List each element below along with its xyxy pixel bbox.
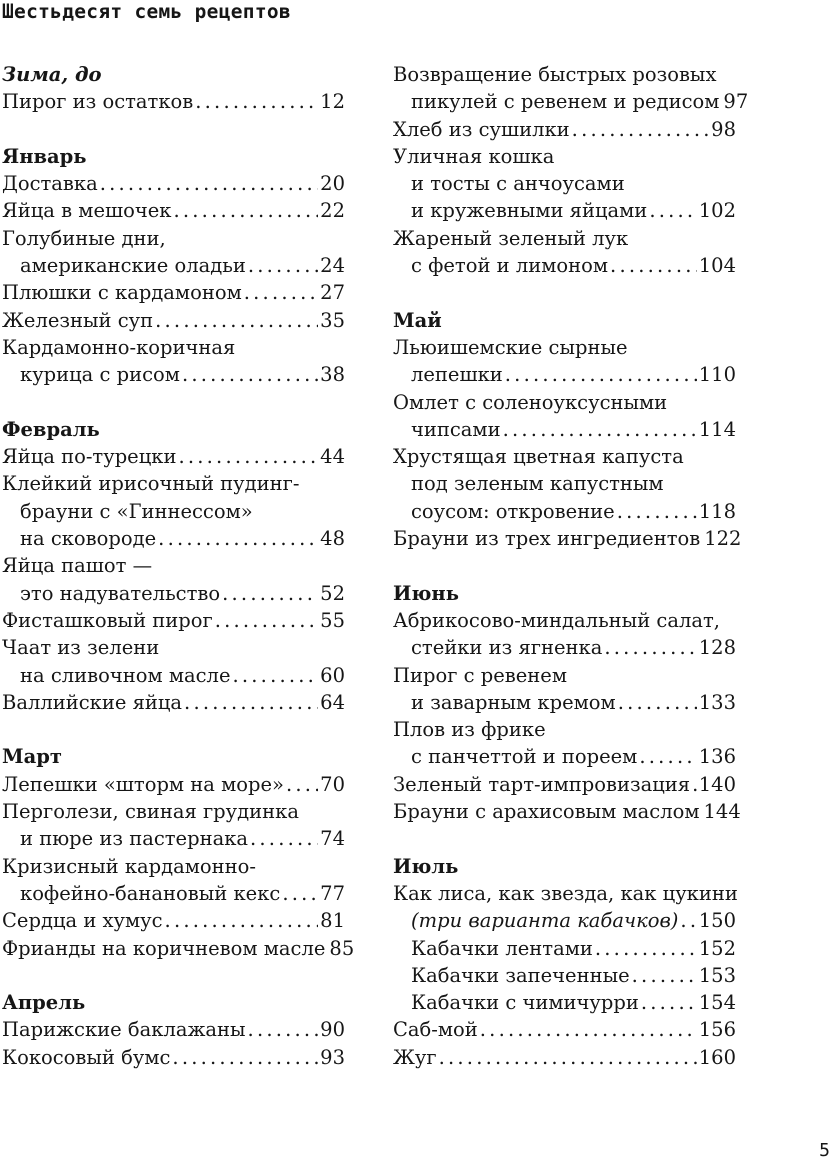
entry-last-line — [2, 443, 345, 470]
entry-page-number: 60 — [320, 663, 345, 687]
entry-title-line: Яйца по-турецки — [2, 445, 177, 469]
entry-last-line — [2, 907, 345, 934]
entry-title-line: и пюре из пастернака — [20, 827, 249, 851]
entry-title-line: соусом: откровение — [411, 499, 615, 523]
toc-entry — [393, 389, 736, 444]
toc-entry — [393, 443, 736, 525]
entry-title-line: Абрикосово-миндальный салат, — [393, 608, 720, 632]
entry-title-line: стейки из ягненка — [411, 636, 603, 660]
toc-entry — [393, 1044, 736, 1071]
entry-page-number: 152 — [698, 936, 736, 960]
section-heading: Январь — [2, 144, 87, 168]
entry-page-number: 93 — [320, 1045, 345, 1069]
toc-section — [2, 989, 345, 1071]
entry-title-line: Сердца и хумус — [2, 909, 163, 933]
entry-page-number: 27 — [320, 281, 345, 305]
dot-leader — [282, 880, 318, 907]
entry-title-line: Перголези, свиная грудинка — [2, 800, 299, 824]
entry-last-line — [393, 771, 736, 798]
entry-title-line: Чаат из зелени — [2, 636, 160, 660]
entry-last-line — [393, 197, 736, 224]
entry-title-line: на сливочном масле — [20, 663, 231, 687]
entry-last-line — [2, 197, 345, 224]
toc-entry — [2, 279, 345, 306]
entry-last-line — [2, 771, 345, 798]
entry-page-number: 156 — [698, 1018, 736, 1042]
dot-leader — [505, 361, 697, 388]
entry-title-line: Пирог из остатков — [2, 90, 194, 114]
entry-title-line: Плов из фрике — [393, 718, 546, 742]
entry-title-line: Кабачки с чимичурри — [411, 991, 639, 1015]
dot-leader — [178, 443, 318, 470]
entry-title-line: Льюишемские сырные — [393, 335, 628, 359]
toc-entry — [393, 143, 736, 225]
toc-entry — [2, 634, 345, 689]
entry-page-number: 118 — [698, 499, 736, 523]
toc-entry — [2, 1044, 345, 1071]
entry-title-line: лепешки — [411, 363, 503, 387]
dot-leader — [692, 771, 697, 798]
entry-title-line: Жареный зеленый лук — [393, 226, 629, 250]
dot-leader — [158, 525, 318, 552]
entry-last-line — [2, 935, 355, 962]
entry-page-number: 97 — [723, 90, 749, 114]
toc-entry — [393, 334, 736, 389]
toc-entry — [2, 334, 345, 389]
entry-page-number: 44 — [320, 445, 345, 469]
toc-section — [2, 143, 345, 389]
entry-page-number: 140 — [698, 772, 736, 796]
entry-title-line: Брауни с арахисовым маслом — [393, 800, 700, 824]
toc-entry — [2, 470, 345, 552]
entry-title-line: брауни с «Гиннессом» — [20, 499, 253, 523]
entry-title-line: Валлийские яйца — [2, 690, 183, 714]
entry-title-line: курица с рисом — [20, 363, 180, 387]
entry-title-line: Брауни из трех ингредиентов — [393, 527, 701, 551]
toc-section — [2, 61, 345, 116]
dot-leader — [250, 825, 318, 852]
toc-entry — [393, 880, 736, 935]
dot-leader — [617, 498, 697, 525]
entry-title-line: Кризисный кардамонно- — [2, 854, 256, 878]
entry-last-line — [2, 525, 345, 552]
toc-entry — [393, 1016, 736, 1043]
dot-leader — [244, 279, 318, 306]
toc-entry — [393, 116, 736, 143]
dot-leader — [604, 634, 696, 661]
toc-entry — [393, 962, 736, 989]
entry-title-line: с панчеттой и пореем — [411, 745, 638, 769]
entry-page-number: 144 — [703, 800, 741, 824]
toc-section — [2, 416, 345, 716]
entry-title-line: Железный суп — [2, 308, 154, 332]
entry-title-line: Клейкий ирисочный пудинг- — [2, 472, 300, 496]
toc-entry — [393, 935, 736, 962]
dot-leader — [215, 607, 318, 634]
section-heading: Май — [393, 308, 442, 332]
entry-last-line — [393, 634, 736, 661]
page-number: 5 — [819, 1140, 830, 1161]
entry-page-number: 48 — [320, 527, 345, 551]
entry-last-line — [393, 252, 736, 279]
toc-entry — [2, 771, 345, 798]
entry-page-number: 110 — [698, 363, 736, 387]
entry-last-line — [393, 88, 749, 115]
entry-last-line — [2, 607, 345, 634]
entry-title-line: Доставка — [2, 172, 98, 196]
dot-leader — [182, 361, 318, 388]
dot-leader — [618, 689, 697, 716]
page-title: Шестьдесят семь рецептов — [2, 0, 291, 23]
entry-title-line: Яйца в мешочек — [2, 199, 172, 223]
entry-title-line: и тосты с анчоусами — [411, 172, 625, 196]
entry-last-line — [393, 962, 736, 989]
dot-leader — [172, 1044, 318, 1071]
toc-entry — [393, 225, 736, 280]
entry-title-line: Фрианды на коричневом масле — [2, 936, 326, 960]
dot-leader — [610, 252, 697, 279]
entry-last-line — [2, 88, 345, 115]
entry-title-line: (три варианта кабачков) — [411, 909, 679, 933]
dot-leader — [173, 197, 318, 224]
entry-last-line — [2, 580, 345, 607]
entry-page-number: 122 — [704, 527, 742, 551]
toc-entry — [2, 88, 345, 115]
entry-page-number: 133 — [698, 690, 736, 714]
entry-last-line — [2, 825, 345, 852]
toc-entry — [2, 935, 355, 962]
entry-title-line: Кабачки лентами — [411, 936, 593, 960]
entry-last-line — [2, 1044, 345, 1071]
entry-title-line: Голубиные дни, — [2, 226, 166, 250]
dot-leader — [100, 170, 318, 197]
entry-page-number: 160 — [698, 1045, 736, 1069]
dot-leader — [286, 771, 318, 798]
toc-entry — [2, 907, 345, 934]
dot-leader — [680, 907, 696, 934]
toc-section — [393, 61, 749, 279]
toc-section — [393, 580, 741, 826]
entry-last-line — [2, 252, 345, 279]
toc-entry — [2, 552, 345, 607]
entry-title-line: под зеленым капустным — [411, 472, 664, 496]
entry-title-line: чипсами — [411, 417, 501, 441]
toc-entry — [2, 170, 345, 197]
toc-entry — [2, 1016, 345, 1043]
entry-page-number: 55 — [320, 608, 345, 632]
dot-leader — [503, 416, 697, 443]
section-heading: Март — [2, 745, 62, 769]
entry-last-line — [2, 1016, 345, 1043]
toc-column-right — [393, 61, 749, 1098]
entry-title-line: Омлет с соленоуксусными — [393, 390, 668, 414]
entry-title-line: Пирог с ревенем — [393, 663, 568, 687]
toc-entry — [2, 443, 345, 470]
dot-leader — [572, 116, 710, 143]
entry-title-line: Парижские баклажаны — [2, 1018, 246, 1042]
entry-page-number: 90 — [320, 1018, 345, 1042]
entry-last-line — [393, 689, 736, 716]
dot-leader — [195, 88, 318, 115]
dot-leader — [155, 307, 318, 334]
entry-page-number: 12 — [320, 90, 345, 114]
entry-title-line: Лепешки «шторм на море» — [2, 772, 284, 796]
entry-page-number: 70 — [320, 772, 345, 796]
entry-page-number: 38 — [320, 363, 345, 387]
entry-title-line: Кокосовый бумс — [2, 1045, 171, 1069]
toc-section — [393, 307, 742, 553]
entry-page-number: 102 — [698, 199, 736, 223]
toc-entry — [393, 525, 742, 552]
dot-leader — [639, 743, 696, 770]
entry-last-line — [2, 307, 345, 334]
entry-last-line — [2, 689, 345, 716]
entry-last-line — [393, 498, 736, 525]
section-heading: Июнь — [393, 581, 459, 605]
entry-page-number: 81 — [320, 909, 345, 933]
entry-page-number: 128 — [698, 636, 736, 660]
toc-entry — [2, 225, 345, 280]
toc-section — [2, 743, 355, 961]
entry-last-line — [393, 743, 736, 770]
entry-page-number: 64 — [320, 690, 345, 714]
entry-title-line: Возвращение быстрых розовых — [393, 63, 717, 86]
entry-page-number: 153 — [698, 963, 736, 987]
toc-section — [393, 853, 736, 1071]
entry-title-line: Яйца пашот — — [2, 554, 153, 578]
entry-title-line: Как лиса, как звезда, как цукини — [393, 881, 738, 905]
dot-leader — [632, 962, 697, 989]
entry-page-number: 136 — [698, 745, 736, 769]
dot-leader — [248, 252, 318, 279]
entry-title-line: пикулей с ревенем и редисом — [411, 90, 720, 114]
entry-last-line — [2, 279, 345, 306]
section-heading: Июль — [393, 854, 459, 878]
entry-last-line — [2, 880, 345, 907]
entry-title-line: американские оладьи — [20, 254, 246, 278]
entry-title-line: Хрустящая цветная капуста — [393, 445, 684, 469]
toc-entry — [393, 989, 736, 1016]
entry-last-line — [393, 798, 741, 825]
entry-title-line: и кружевными яйцами — [411, 199, 648, 223]
toc-entry — [2, 307, 345, 334]
entry-last-line — [393, 361, 736, 388]
entry-title-line: Плюшки с кардамоном — [2, 281, 242, 305]
dot-leader — [232, 662, 318, 689]
toc-entry — [2, 798, 345, 853]
entry-title-line: Зеленый тарт-импровизация — [393, 772, 691, 796]
entry-last-line — [393, 1044, 736, 1071]
toc-entry — [393, 798, 741, 825]
entry-page-number: 77 — [320, 881, 345, 905]
entry-last-line — [393, 1016, 736, 1043]
entry-page-number: 20 — [320, 172, 345, 196]
dot-leader — [165, 907, 319, 934]
entry-title-line: Уличная кошка — [393, 144, 555, 168]
section-heading: Апрель — [2, 991, 86, 1015]
toc-entry — [393, 607, 736, 662]
entry-title-line: и заварным кремом — [411, 690, 616, 714]
entry-title-line: Фисташковый пирог — [2, 608, 213, 632]
entry-title-line: Жуг — [393, 1045, 437, 1069]
entry-title-line: Саб-мой — [393, 1018, 478, 1042]
entry-last-line — [393, 989, 736, 1016]
dot-leader — [184, 689, 318, 716]
entry-last-line — [393, 416, 736, 443]
entry-title-line: кофейно-банановый кекс — [20, 881, 281, 905]
entry-page-number: 98 — [711, 117, 736, 141]
dot-leader — [222, 580, 318, 607]
entry-title-line: это надувательство — [20, 581, 221, 605]
entry-last-line — [2, 361, 345, 388]
entry-title-line: Кабачки запеченные — [411, 963, 630, 987]
entry-page-number: 22 — [320, 199, 345, 223]
dot-leader — [480, 1016, 697, 1043]
entry-last-line — [393, 907, 736, 934]
entry-last-line — [2, 662, 345, 689]
entry-last-line — [393, 525, 742, 552]
dot-leader — [595, 935, 697, 962]
toc-entry — [2, 853, 345, 908]
entry-page-number: 104 — [698, 254, 736, 278]
entry-page-number: 114 — [698, 417, 736, 441]
entry-title-line: Хлеб из сушилки — [393, 117, 570, 141]
toc-entry — [393, 61, 749, 116]
entry-last-line — [393, 116, 736, 143]
toc-entry — [393, 771, 736, 798]
entry-page-number: 24 — [320, 254, 345, 278]
toc-entry — [2, 689, 345, 716]
dot-leader — [641, 989, 697, 1016]
entry-last-line — [2, 170, 345, 197]
entry-page-number: 52 — [320, 581, 345, 605]
dot-leader — [439, 1044, 697, 1071]
dot-leader — [248, 1016, 319, 1043]
toc-entry — [393, 716, 736, 771]
entry-title-line: с фетой и лимоном — [411, 254, 609, 278]
entry-page-number: 150 — [698, 909, 736, 933]
entry-title-line: Кардамонно-коричная — [2, 335, 236, 359]
dot-leader — [649, 197, 696, 224]
entry-title-line: на сковороде — [20, 527, 157, 551]
entry-page-number: 85 — [329, 936, 355, 960]
toc-entry — [393, 662, 736, 717]
toc-column-left — [2, 61, 355, 1098]
toc-entry — [2, 197, 345, 224]
section-heading: Зима, до — [2, 63, 102, 86]
entry-page-number: 154 — [698, 991, 736, 1015]
entry-last-line — [393, 935, 736, 962]
entry-page-number: 35 — [320, 308, 345, 332]
toc-entry — [2, 607, 345, 634]
entry-page-number: 74 — [320, 827, 345, 851]
section-heading: Февраль — [2, 417, 100, 441]
